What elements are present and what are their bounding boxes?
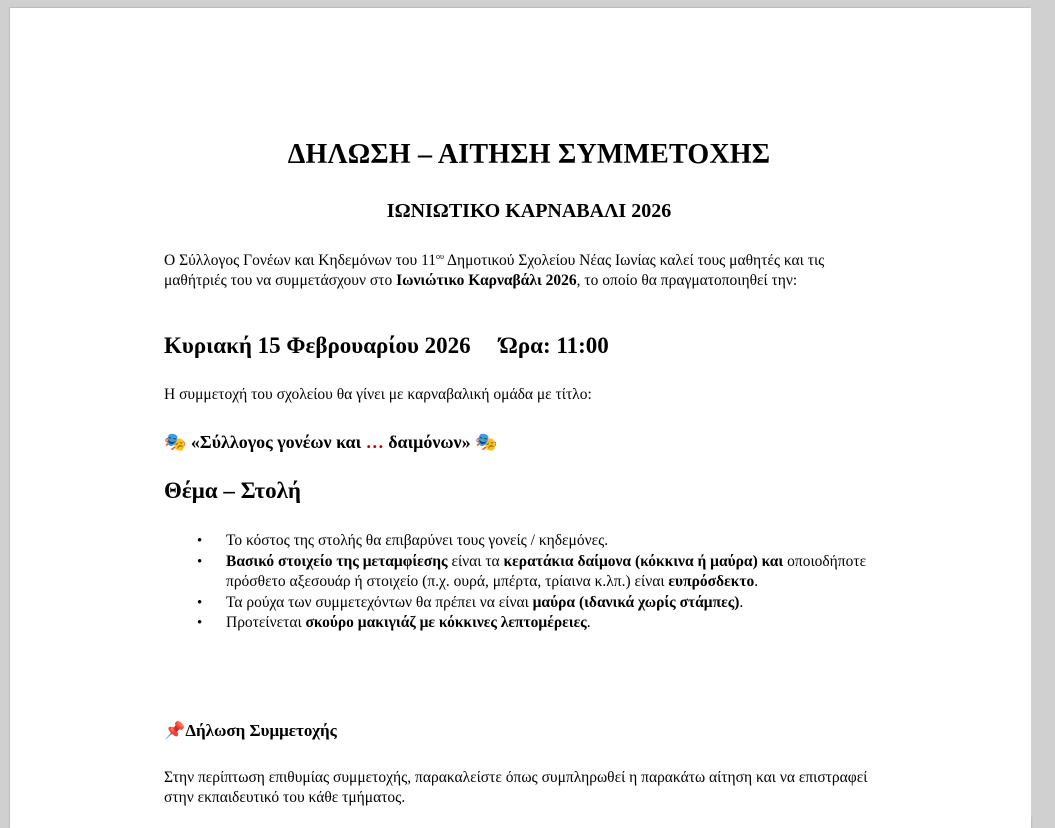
bullet-text-segment: μαύρα (ιδανικά χωρίς στάμπες) [532,593,740,611]
scrollbar[interactable] [1031,0,1055,817]
event-date-time: Κυριακή 15 Φεβρουαρίου 2026 Ώρα: 11:00 [164,333,609,358]
bullet-text-segment: . [754,573,759,590]
bullet-dot-icon: • [197,594,203,611]
bullet-text-segment: ευπρόσδεκτο [668,573,755,590]
team-intro-text: Η συμμετοχή του σχολείου θα γίνει με καρναβαλική ομάδα με τίτλο: [164,386,592,403]
intro-paragraph [164,251,884,290]
bullet-text-segment: είναι τα [447,552,504,570]
bullet-text-segment: Το κόστος της στολής θα επιβαρύνει τους γονείς / κηδεμόνες. [226,532,609,549]
bullet-dot-icon: • [197,533,203,549]
bullet-item [164,531,884,552]
bullet-text-segment: . [739,593,744,611]
performing-arts-icon: 🎭 [164,432,187,452]
document-page [10,8,1031,828]
bullet-text-segment: οποιοδήποτε πρόσθετο αξεσουάρ ή στοιχείο (π.χ. ουρά, μπέρτα, τρίαινα κ.λπ.) είναι [226,552,867,590]
bullet-text-segment: κερατάκια δαίμονα (κόκκινα ή μαύρα) και [503,552,784,570]
document-title: ΔΗΛΩΣΗ – ΑΙΤΗΣΗ ΣΥΜΜΕΤΟΧΗΣ [287,139,771,170]
team-title-after: δαιμόνων» [383,432,476,452]
team-title-ellipsis: … [365,432,384,452]
declaration-heading-text: Δήλωση Συμμετοχής [185,721,337,740]
team-title-before: «Σύλλογος γονέων και [186,432,366,452]
bullet-text-segment: . [586,614,591,631]
costume-bullet-list [164,531,884,634]
bullet-item [164,552,884,593]
bullet-text-segment: Τα ρούχα των συμμετεχόντων θα πρέπει να είναι [226,593,533,611]
intro-text-2: Δημοτικού Σχολείου Νέας Ιωνίας καλεί τους μαθητές και τις μαθήτριές του να συμμετάσχουν στο [164,252,825,289]
closing-paragraph: Στην περίπτωση επιθυμίας συμμετοχής, παρακαλείστε όπως συμπληρωθεί η παρακάτω αίτηση και να επιστραφεί στην εκπαιδευτικό του κάθε τμήματος. [164,769,868,806]
performing-arts-icon: 🎭 [475,432,498,452]
bullet-text-segment: Προτείνεται [226,614,306,631]
intro-text-3: , το οποίο θα πραγματοποιηθεί την: [576,271,798,289]
bullet-dot-icon: • [197,553,203,570]
intro-event-name: Ιωνιώτικο Καρναβάλι 2026 [396,271,577,289]
bullet-dot-icon: • [197,615,203,631]
team-title [164,432,498,453]
bullet-text-segment: σκούρο μακιγιάζ με κόκκινες λεπτομέρειες [305,614,587,631]
theme-heading: Θέμα – Στολή [164,478,301,503]
declaration-heading [164,721,337,741]
intro-superscript: ου [436,252,444,261]
document-subtitle: ΙΩΝΙΩΤΙΚΟ ΚΑΡΝΑΒΑΛΙ 2026 [386,200,672,222]
intro-text-1: Ο Σύλλογος Γονέων και Κηδεμόνων του 11 [164,252,437,269]
bullet-item [164,593,884,614]
bullet-text-segment: Βασικό στοιχείο της μεταμφίεσης [226,552,448,570]
pushpin-icon: 📌 [164,721,186,740]
bullet-item [164,613,884,634]
